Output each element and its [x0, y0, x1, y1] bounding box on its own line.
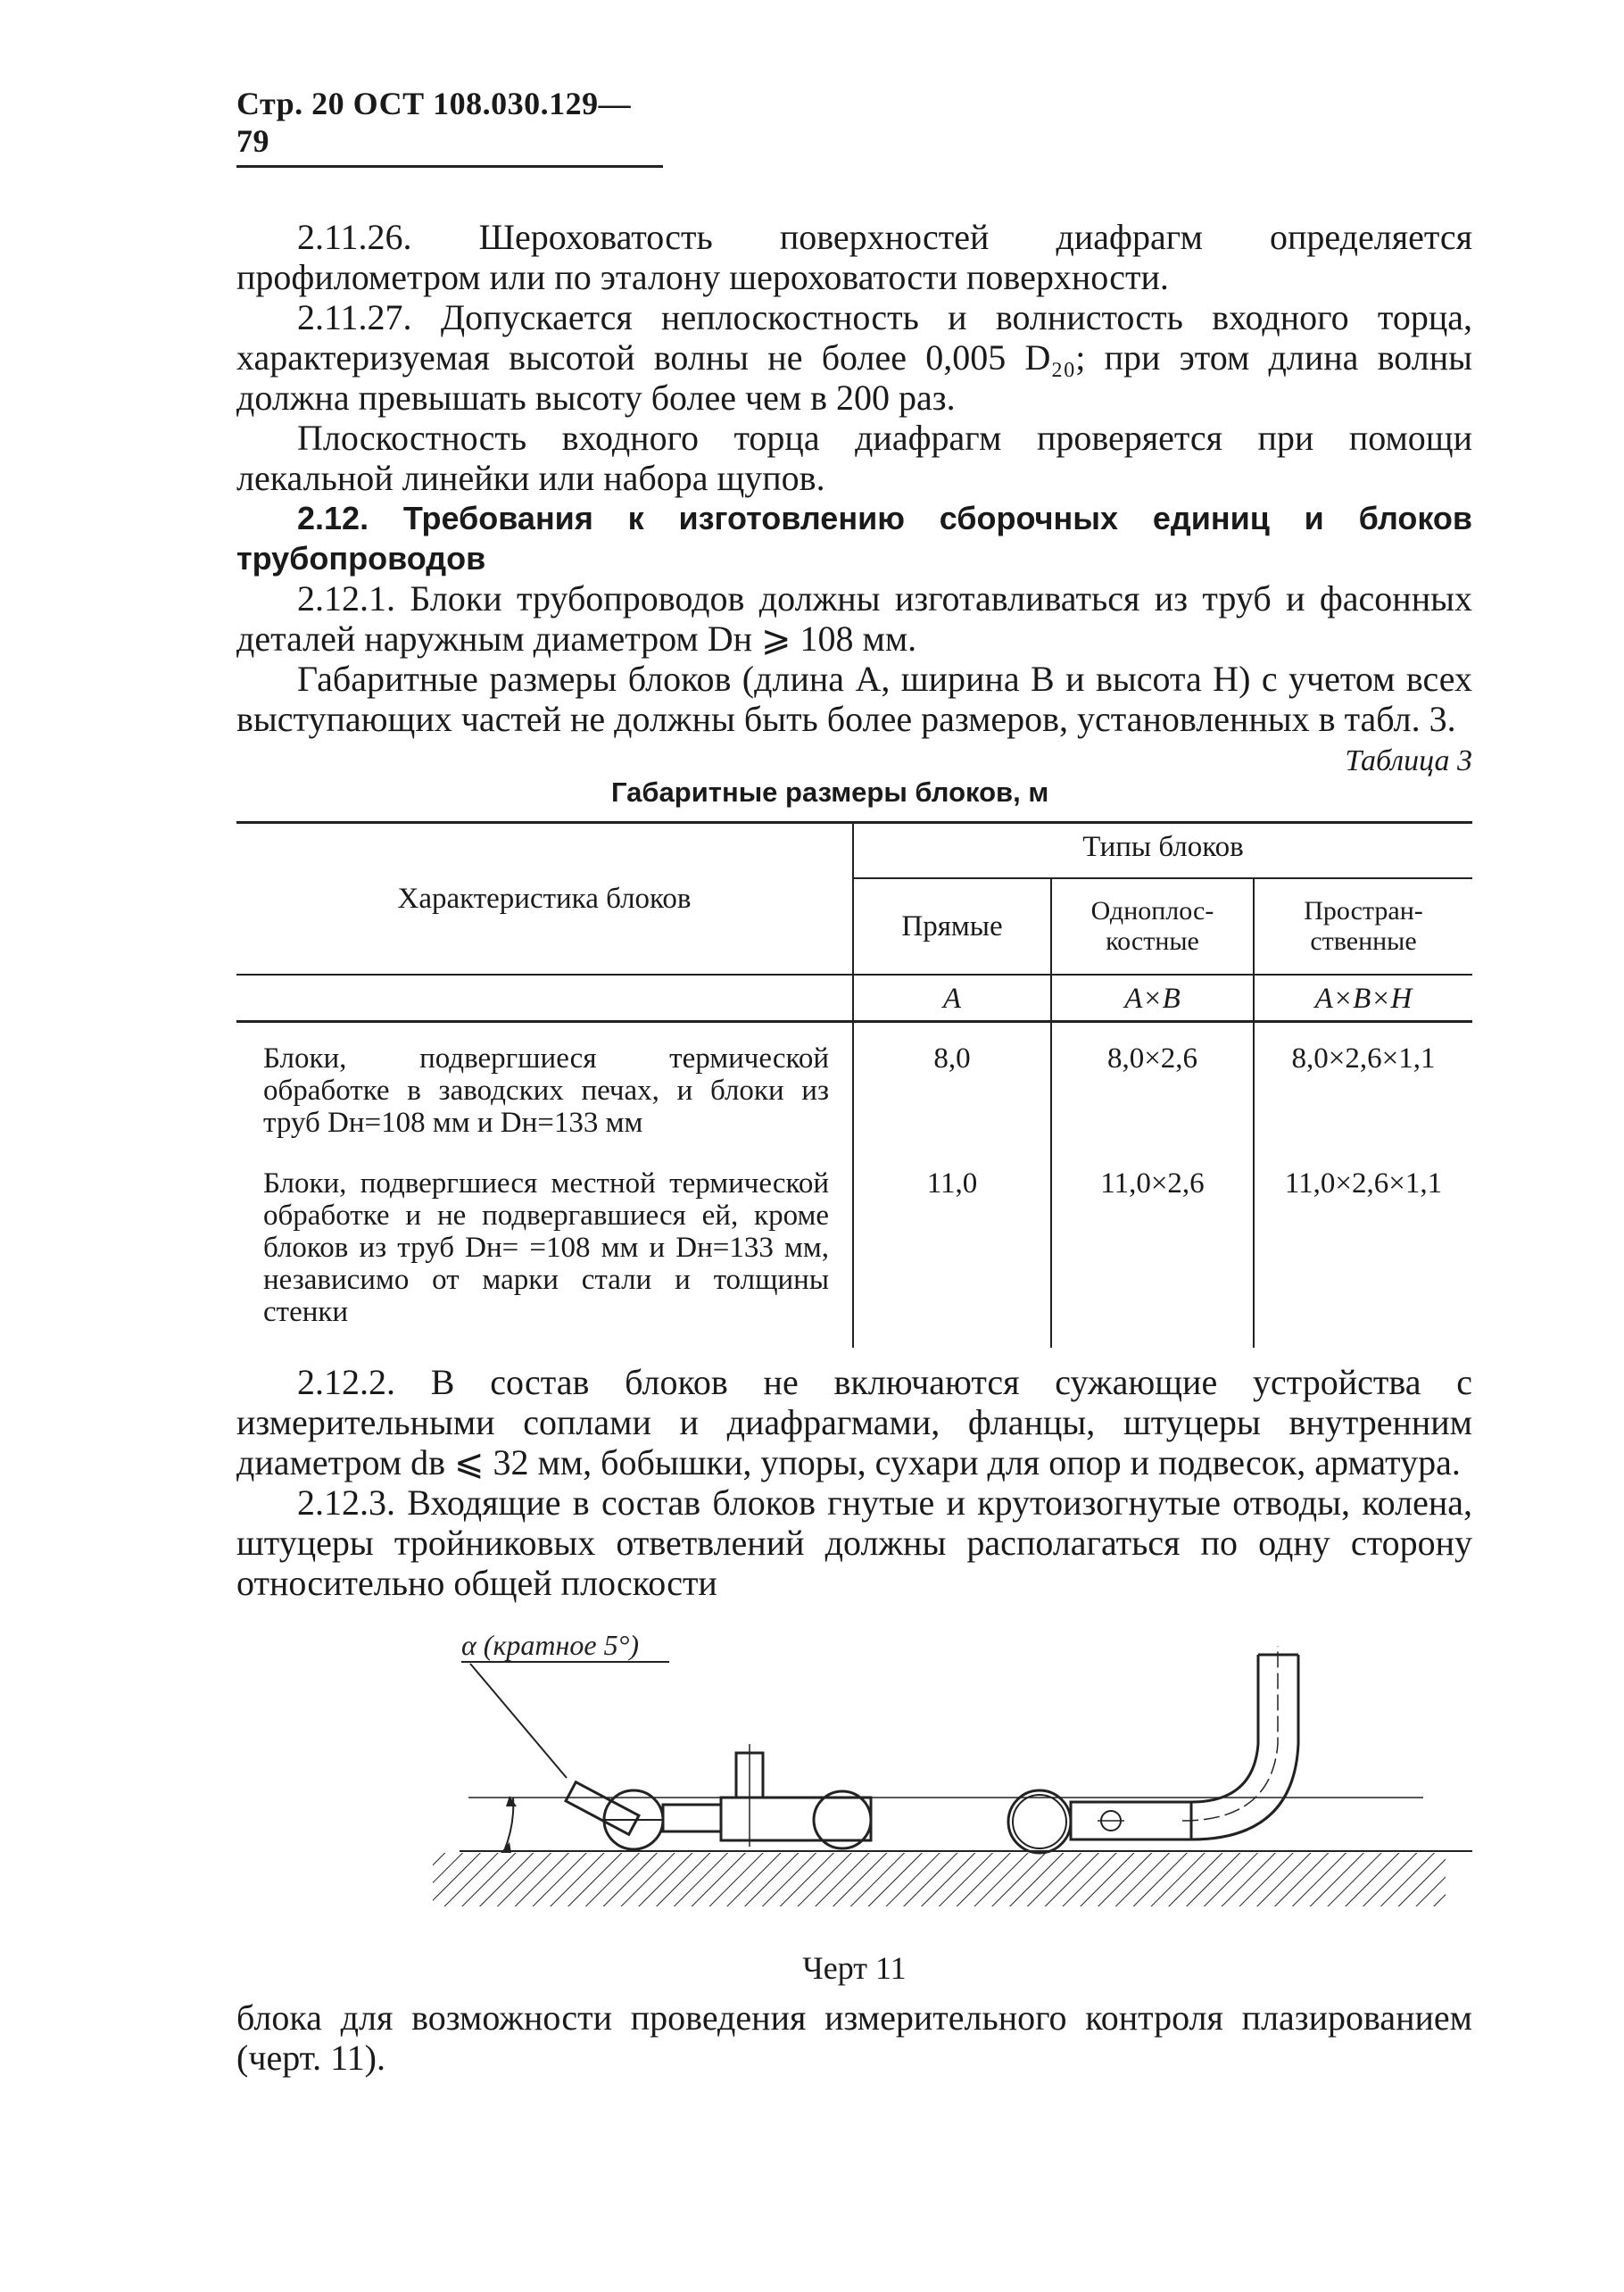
header-symbol-blank — [236, 975, 853, 1022]
pipe-inner-circle — [1013, 1795, 1066, 1848]
row-2-description: Блоки, подвергшиеся местной термической обработке и не подвергавшиеся ей, кроме блоков из труб Dн= =108 мм и Dн=133 мм, независимо от марки стали и толщины стенки — [263, 1167, 829, 1328]
row-2-straight: 11,0 — [853, 1148, 1051, 1348]
straight-pipe — [721, 1798, 871, 1840]
paragraph-2-12-2: 2.12.2. В состав блоков не включаются сужающие устройства с измерительными соплами и диафрагмами, фланцы, штуцеры внутренним диаметром dв ⩽ 32 мм, бобышки, упоры, сухари для опор и подвесок, арматура. — [236, 1362, 1472, 1482]
table-title: Габаритные размеры блоков, м — [611, 776, 1049, 808]
paragraph-2-11-26: 2.11.26. Шероховатость поверхностей диафрагм определяется профилометром или по эталону шероховатости поверхности. — [236, 217, 1472, 297]
paragraph-2-12-1: 2.12.1. Блоки трубопроводов должны изготавливаться из труб и фасонных деталей наружным диаметром Dн ⩾ 108 мм. — [236, 578, 1472, 659]
document-page — [236, 85, 1472, 2078]
table-row — [236, 1148, 1472, 1348]
paragraph-2-12-3: 2.12.3. Входящие в состав блоков гнутые и крутоизогнутые отводы, колена, штуцеры тройниковых ответвлений должны располагаться по одну сторону относительно общей плоскости — [236, 1482, 1472, 1603]
leader-line — [470, 1664, 567, 1778]
row-2-spatial: 11,0×2,6×1,1 — [1254, 1148, 1472, 1348]
drawing-11 — [236, 1619, 1472, 1949]
paragraph-flatness-check: Плоскостность входного торца диафрагм проверяется при помощи лекальной линейки или набора щупов. — [236, 418, 1472, 498]
pipe-stub — [663, 1805, 721, 1831]
header-characteristic: Характеристика блоков — [397, 883, 692, 915]
angle-label: α (кратное 5°) — [461, 1629, 640, 1661]
row-2-planar: 11,0×2,6 — [1051, 1148, 1254, 1348]
pipe-section-circle-3 — [1008, 1790, 1071, 1853]
paragraph-overall-dimensions: Габаритные размеры блоков (длина A, ширина B и высота H) с учетом всех выступающих частей не должны быть более размеров, установленных в табл. 3. — [236, 659, 1472, 739]
row-1-spatial: 8,0×2,6×1,1 — [1254, 1022, 1472, 1149]
symbol-straight: A — [853, 975, 1051, 1022]
table-row — [236, 1022, 1472, 1149]
bend-outer — [1191, 1655, 1298, 1839]
header-straight: Прямые — [853, 878, 1051, 975]
figure-caption: Черт 11 — [802, 1950, 907, 1986]
row-1-description: Блоки, подвергшиеся термической обработке в заводских печах, и блоки из труб Dн=108 мм и Dн=133 мм — [263, 1042, 829, 1139]
paragraph-2-11-27: 2.11.27. Допускается неплоскостность и волнистость входного торца, характеризуемая высотой волны не более 0,005 D₂₀; при этом длина волны должна превышать высоту более чем в 200 раз. — [236, 297, 1472, 418]
symbol-planar: A×B — [1051, 975, 1254, 1022]
section-heading-2-12: 2.12. Требования к изготовлению сборочных единиц и блоков трубопроводов — [236, 500, 1472, 577]
table-caption — [236, 739, 1472, 810]
pipe-block-drawing — [236, 1619, 1472, 1949]
straight-pipe-2 — [1071, 1802, 1191, 1839]
header-spatial: Простран- ственные — [1254, 878, 1472, 975]
ground-hatching — [433, 1853, 1446, 1906]
table-number: Таблица 3 — [1345, 744, 1472, 777]
block-dimensions-table — [236, 821, 1472, 1348]
header-block-types: Типы блоков — [853, 823, 1472, 879]
row-1-straight: 8,0 — [853, 1022, 1051, 1149]
bend-inner — [1191, 1655, 1258, 1802]
symbol-spatial: A×B×H — [1254, 975, 1472, 1022]
running-header: Стр. 20 ОСТ 108.030.129—79 — [236, 85, 663, 168]
header-planar: Одноплос- костные — [1051, 878, 1254, 975]
paragraph-continuation: блока для возможности проведения измерительного контроля плазированием (черт. 11). — [236, 1997, 1472, 2078]
row-1-planar: 8,0×2,6 — [1051, 1022, 1254, 1149]
